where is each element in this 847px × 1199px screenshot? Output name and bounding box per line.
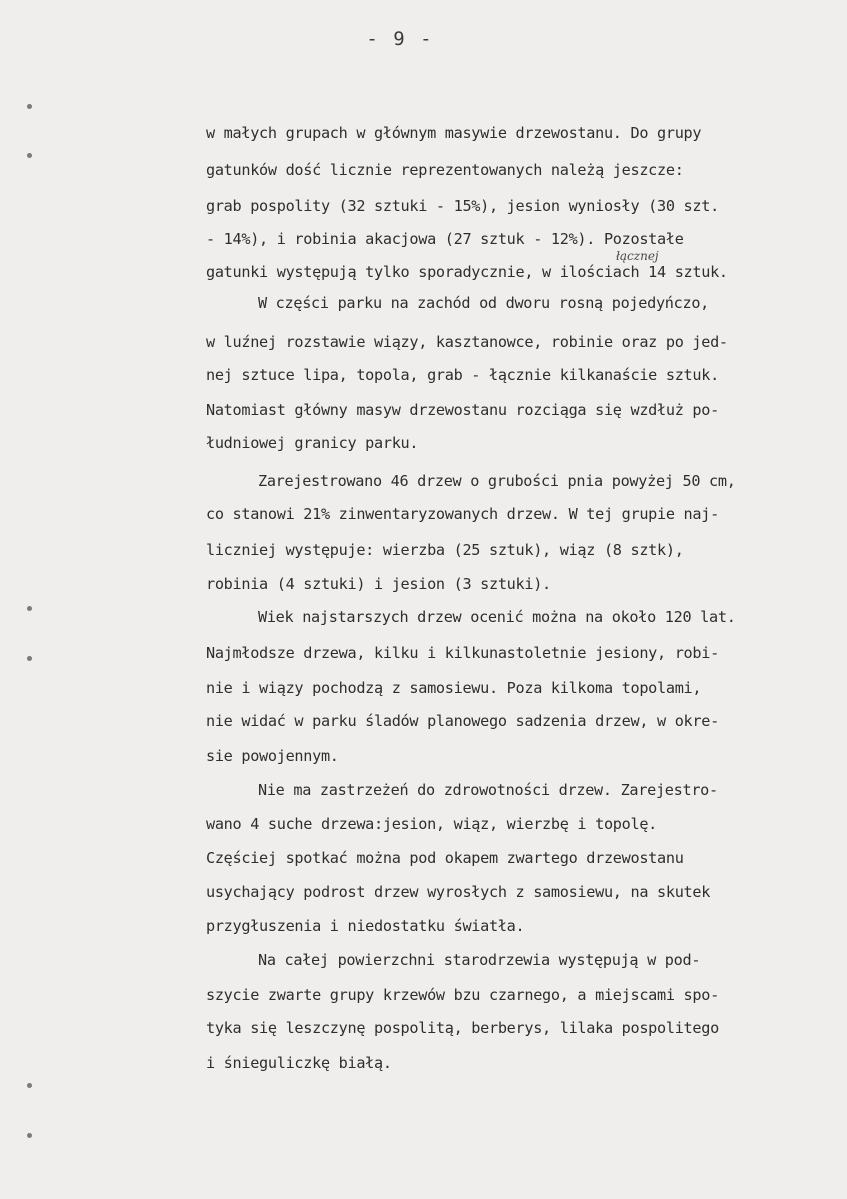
- punch-hole: [27, 104, 32, 109]
- handwritten-annotation: łącznej: [616, 249, 659, 263]
- text-line: szycie zwarte grupy krzewów bzu czarnego, a miejscami spo-: [206, 986, 719, 1004]
- punch-hole: [27, 153, 32, 158]
- text-line: usychający podrost drzew wyrosłych z samosiewu, na skutek: [206, 883, 711, 901]
- text-line: nie widać w parku śladów planowego sadzenia drzew, w okre-: [206, 712, 719, 730]
- punch-hole: [27, 606, 32, 611]
- text-line: liczniej występuje: wierzba (25 sztuk), wiąz (8 sztk),: [206, 541, 684, 559]
- text-line: Zarejestrowano 46 drzew o grubości pnia powyżej 50 cm,: [258, 472, 736, 490]
- text-line: W części parku na zachód od dworu rosną pojedyńczo,: [258, 294, 710, 312]
- text-line: i śnieguliczkę białą.: [206, 1054, 392, 1072]
- text-line: co stanowi 21% zinwentaryzowanych drzew. W tej grupie naj-: [206, 505, 719, 523]
- text-line: Wiek najstarszych drzew ocenić można na około 120 lat.: [258, 608, 736, 626]
- text-line: robinia (4 sztuki) i jesion (3 sztuki).: [206, 575, 551, 593]
- text-line: gatunki występują tylko sporadycznie, w ilościach 14 sztuk.: [206, 263, 728, 281]
- text-line: w luźnej rozstawie wiązy, kasztanowce, robinie oraz po jed-: [206, 333, 728, 351]
- text-line: gatunków dość licznie reprezentowanych należą jeszcze:: [206, 161, 684, 179]
- text-line: w małych grupach w głównym masywie drzewostanu. Do grupy: [206, 124, 702, 142]
- text-line: nie i wiązy pochodzą z samosiewu. Poza kilkoma topolami,: [206, 679, 702, 697]
- text-line: Nie ma zastrzeżeń do zdrowotności drzew. Zarejestro-: [258, 781, 718, 799]
- text-line: nej sztuce lipa, topola, grab - łącznie kilkanaście sztuk.: [206, 366, 719, 384]
- text-line: grab pospolity (32 sztuki - 15%), jesion wyniosły (30 szt.: [206, 197, 719, 215]
- text-line: Częściej spotkać można pod okapem zwartego drzewostanu: [206, 849, 684, 867]
- punch-hole: [27, 1133, 32, 1138]
- text-line: Najmłodsze drzewa, kilku i kilkunastoletnie jesiony, robi-: [206, 644, 719, 662]
- punch-hole: [27, 1083, 32, 1088]
- text-line: Na całej powierzchni starodrzewia występują w pod-: [258, 951, 701, 969]
- punch-hole: [27, 656, 32, 661]
- text-line: tyka się leszczynę pospolitą, berberys, lilaka pospolitego: [206, 1019, 719, 1037]
- text-line: przygłuszenia i niedostatku światła.: [206, 917, 525, 935]
- text-line: - 14%), i robinia akacjowa (27 sztuk - 12%). Pozostałe: [206, 230, 684, 248]
- page-number: - 9 -: [366, 28, 434, 50]
- text-line: łudniowej granicy parku.: [206, 434, 419, 452]
- text-line: wano 4 suche drzewa:jesion, wiąz, wierzbę i topolę.: [206, 815, 658, 833]
- text-line: Natomiast główny masyw drzewostanu rozciąga się wzdłuż po-: [206, 401, 719, 419]
- text-line: sie powojennym.: [206, 747, 339, 765]
